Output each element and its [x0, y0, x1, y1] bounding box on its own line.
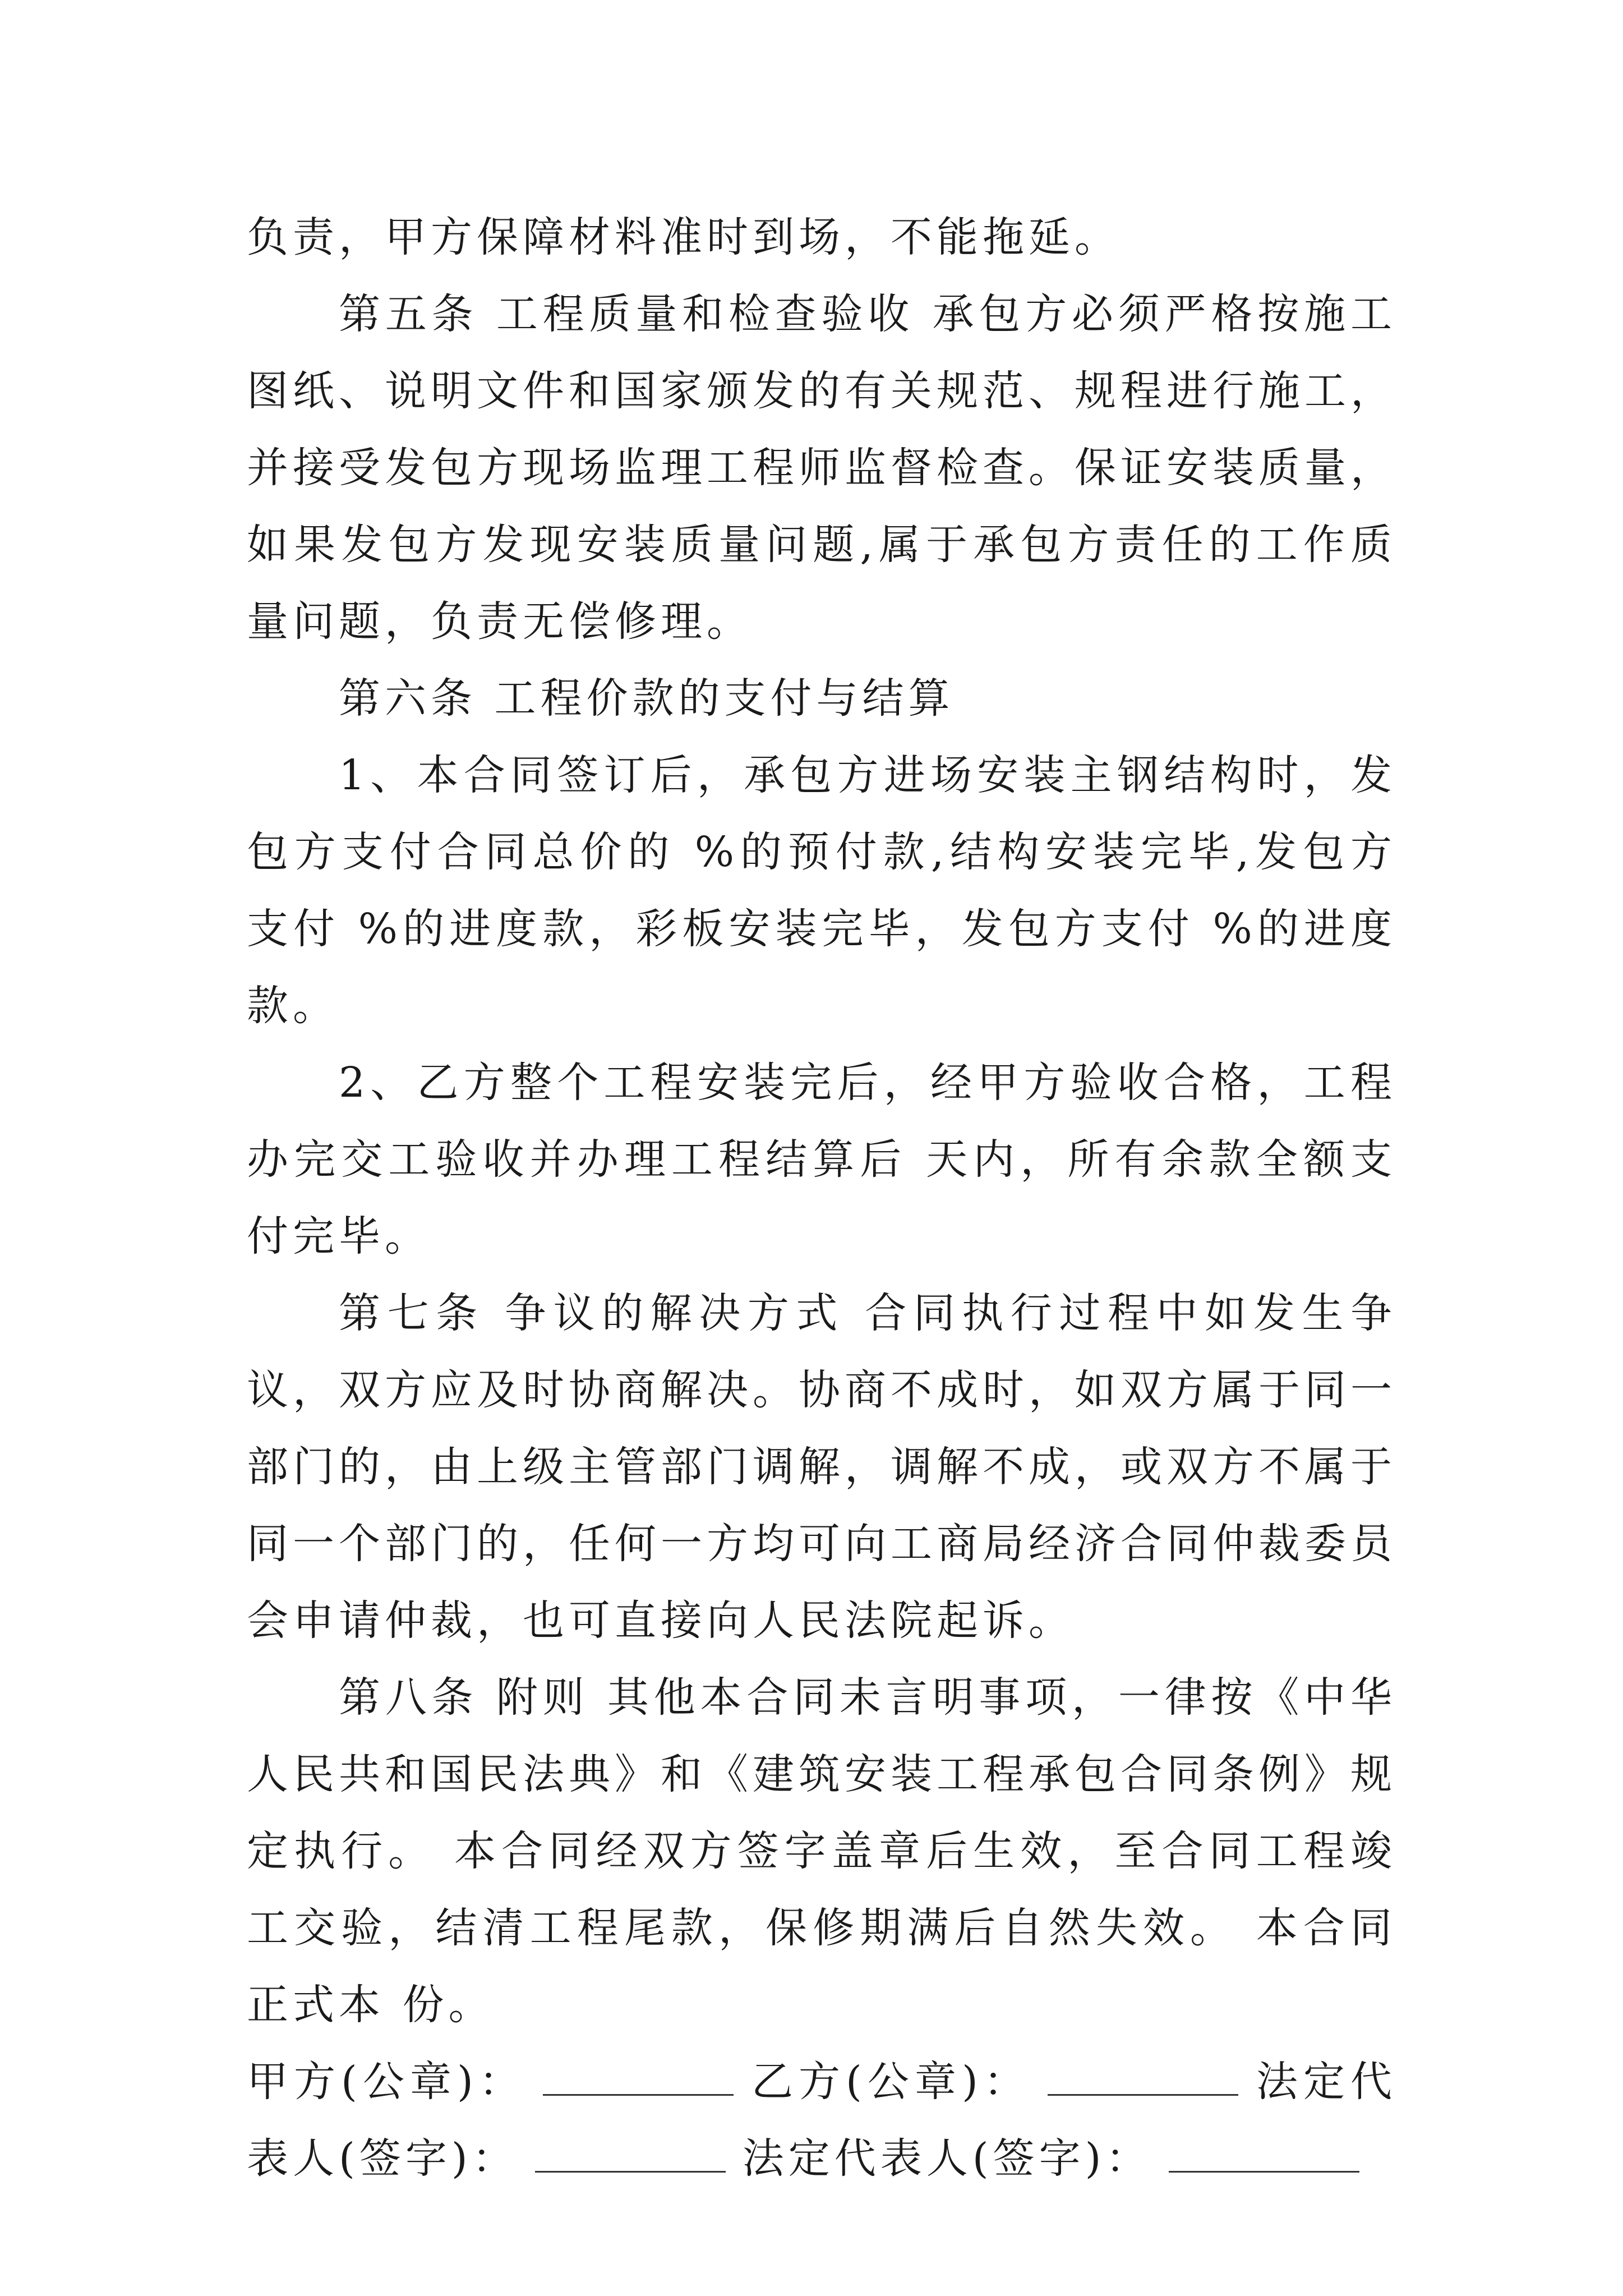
party-b-seal-line — [1048, 2055, 1238, 2096]
party-a-seal-label: 甲方(公章)： — [247, 2058, 526, 2106]
party-a-representative-line — [535, 2132, 726, 2173]
paragraph-article-6-item-2: 2、乙方整个工程安装完后，经甲方验收合格，工程办完交工验收并办理工程结算后 天内，所有余款全额支付完毕。 — [247, 1059, 1396, 1260]
paragraph-article-6-heading: 第六条 工程价款的支付与结算 — [339, 674, 955, 723]
paragraph-article-8: 第八条 附则 其他本合同未言明事项，一律按《中华人民共和国民法典》和《建筑安装工程承包合同条例》规定执行。 本合同经双方签字盖章后生效，至合同工程竣工交验，结清工程尾款，保修期满后自然失效。 本合同正式本 份。 — [247, 1673, 1396, 2029]
signature-block — [247, 2044, 1396, 2197]
party-a-representative-label: 法定代表人(签字)： — [247, 2058, 1396, 2183]
party-b-representative-label: 法定代表人(签字)： — [742, 2134, 1152, 2183]
contract-body — [247, 199, 1396, 2197]
party-a-seal-line — [543, 2055, 734, 2096]
paragraph-article-7: 第七条 争议的解决方式 合同执行过程中如发生争议，双方应及时协商解决。协商不成时，如双方属于同一部门的，由上级主管部门调解，调解不成，或双方不属于同一个部门的，任何一方均可向工商局经济合同仲裁委员会申请仲裁，也可直接向人民法院起诉。 — [247, 1289, 1396, 1645]
paragraph-article-5: 第五条 工程质量和检查验收 承包方必须严格按施工图纸、说明文件和国家颁发的有关规范、规程进行施工，并接受发包方现场监理工程师监督检查。保证安装质量，如果发包方发现安装质量问题,属于承包方责任的工作质量问题，负责无偿修理。 — [247, 290, 1396, 646]
party-b-representative-line — [1169, 2132, 1359, 2173]
party-b-seal-label: 乙方(公章)： — [750, 2058, 1031, 2106]
paragraph-article-6-item-1: 1、本合同签订后，承包方进场安装主钢结构时，发包方支付合同总价的 %的预付款,结构安装完毕,发包方支付 %的进度款，彩板安装完毕，发包方支付 %的进度款。 — [247, 751, 1396, 1030]
paragraph-continuation: 负责，甲方保障材料准时到场，不能拖延。 — [247, 213, 1121, 261]
